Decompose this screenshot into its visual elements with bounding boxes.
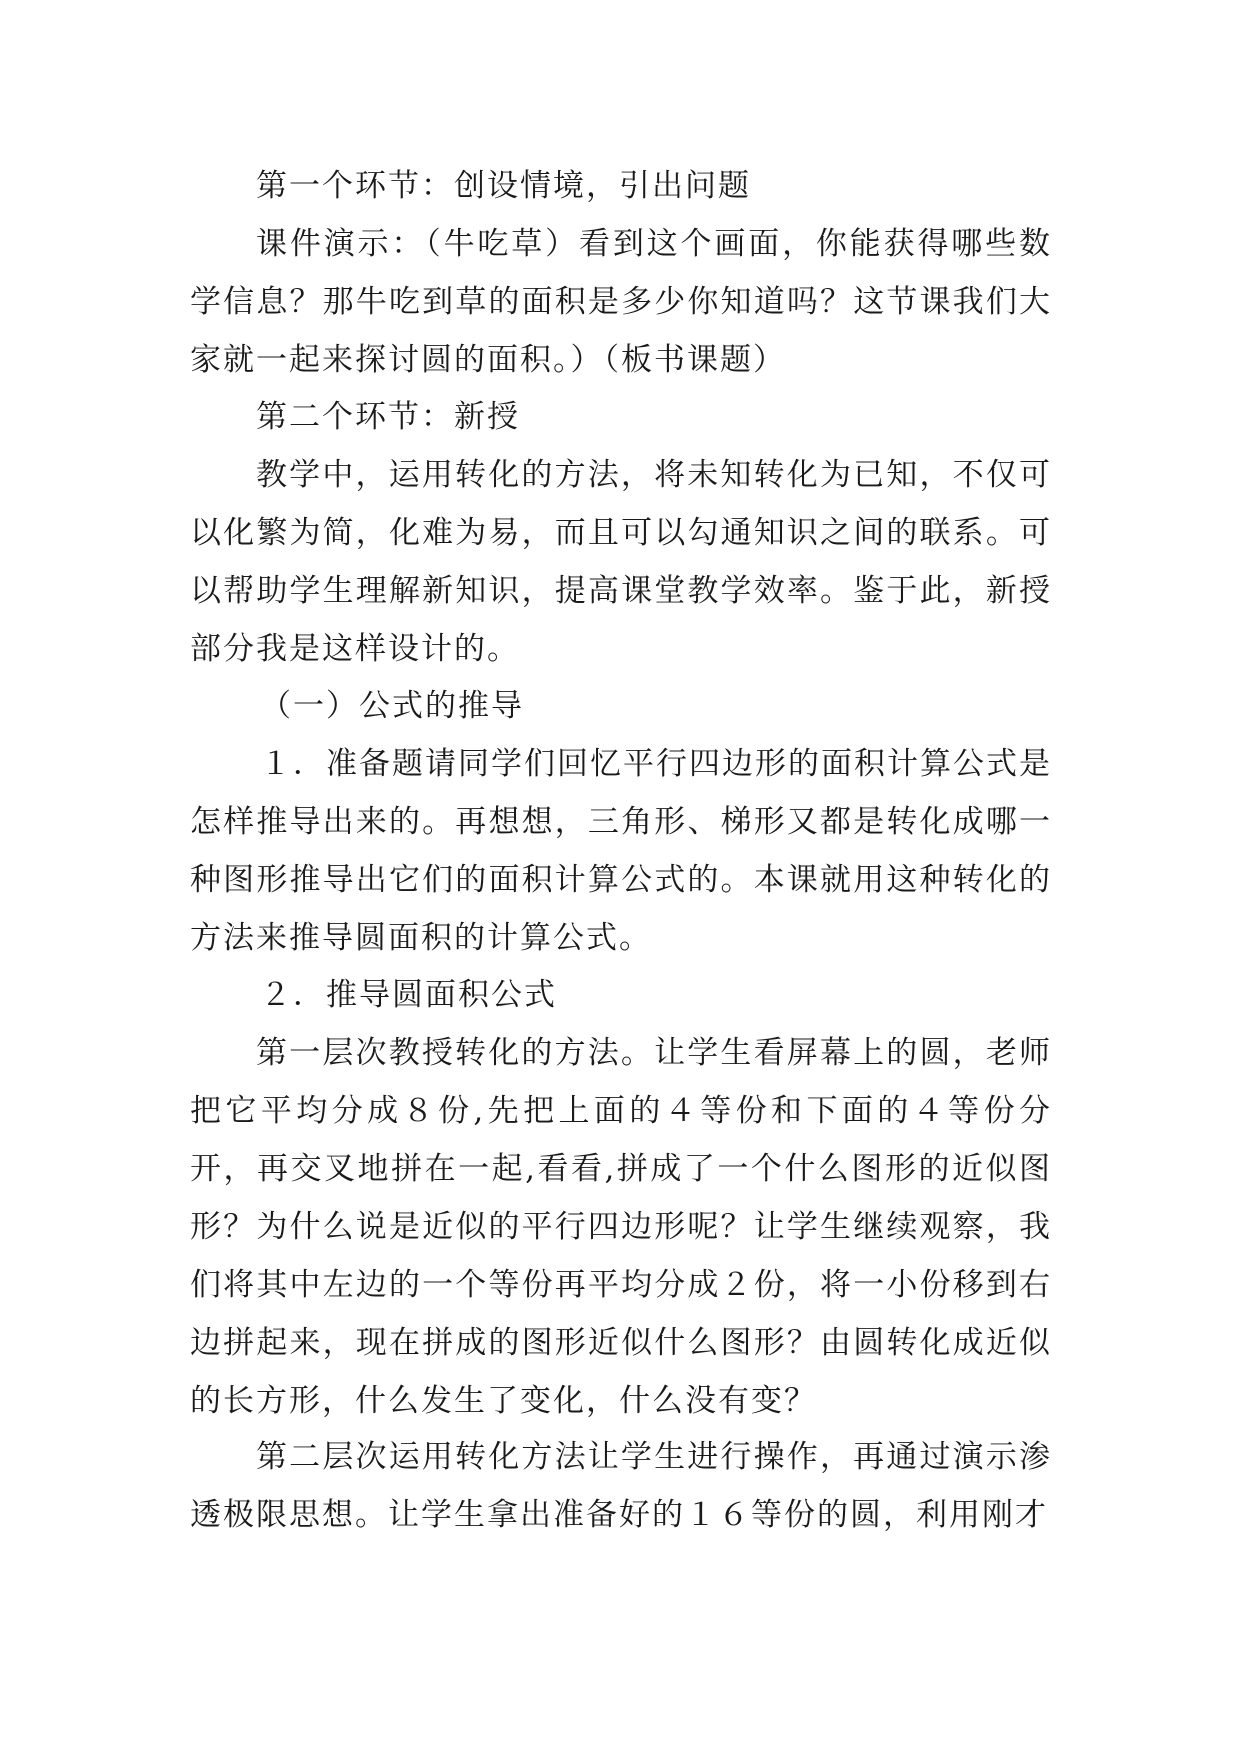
paragraph-courseware-demo: 课件演示：（牛吃草）看到这个画面，你能获得哪些数学信息？那牛吃到草的面积是多少你知道吗？这节课我们大家就一起来探讨圆的面积。）（板书课题） bbox=[190, 226, 1052, 378]
heading-derive-circle-area: ２．推导圆面积公式 bbox=[260, 977, 557, 1013]
paragraph-teaching-method: 教学中，运用转化的方法，将未知转化为已知，不仅可以化繁为简，化难为易，而且可以勾通知识之间的联系。可以帮助学生理解新知识，提高课堂教学效率。鉴于此，新授部分我是这样设计的。 bbox=[190, 457, 1052, 667]
paragraph-level-one: 第一层次教授转化的方法。让学生看屏幕上的圆，老师把它平均分成８份,先把上面的４等份和下面的４等份分开，再交叉地拼在一起,看看,拼成了一个什么图形的近似图形？为什么说是近似的平行四边形呢？让学生继续观察，我们将其中左边的一个等份再平均分成２份，将一小份移到右边拼起来，现在拼成的图形近似什么图形？由圆转化成近似的长方形，什么发生了变化，什么没有变？ bbox=[190, 1035, 1052, 1419]
paragraph-preparation-question: １．准备题请同学们回忆平行四边形的面积计算公式是怎样推导出来的。再想想，三角形、梯形又都是转化成哪一种图形推导出它们的面积计算公式的。本课就用这种转化的方法来推导圆面积的计算公式。 bbox=[190, 746, 1052, 956]
paragraph-level-two: 第二层次运用转化方法让学生进行操作，再通过演示渗透极限思想。让学生拿出准备好的１６等份的圆，利用刚才 bbox=[190, 1439, 1052, 1533]
heading-formula-derivation: （一）公式的推导 bbox=[260, 688, 524, 724]
heading-section-two: 第二个环节：新授 bbox=[256, 399, 520, 435]
heading-section-one: 第一个环节：创设情境，引出问题 bbox=[256, 168, 751, 204]
